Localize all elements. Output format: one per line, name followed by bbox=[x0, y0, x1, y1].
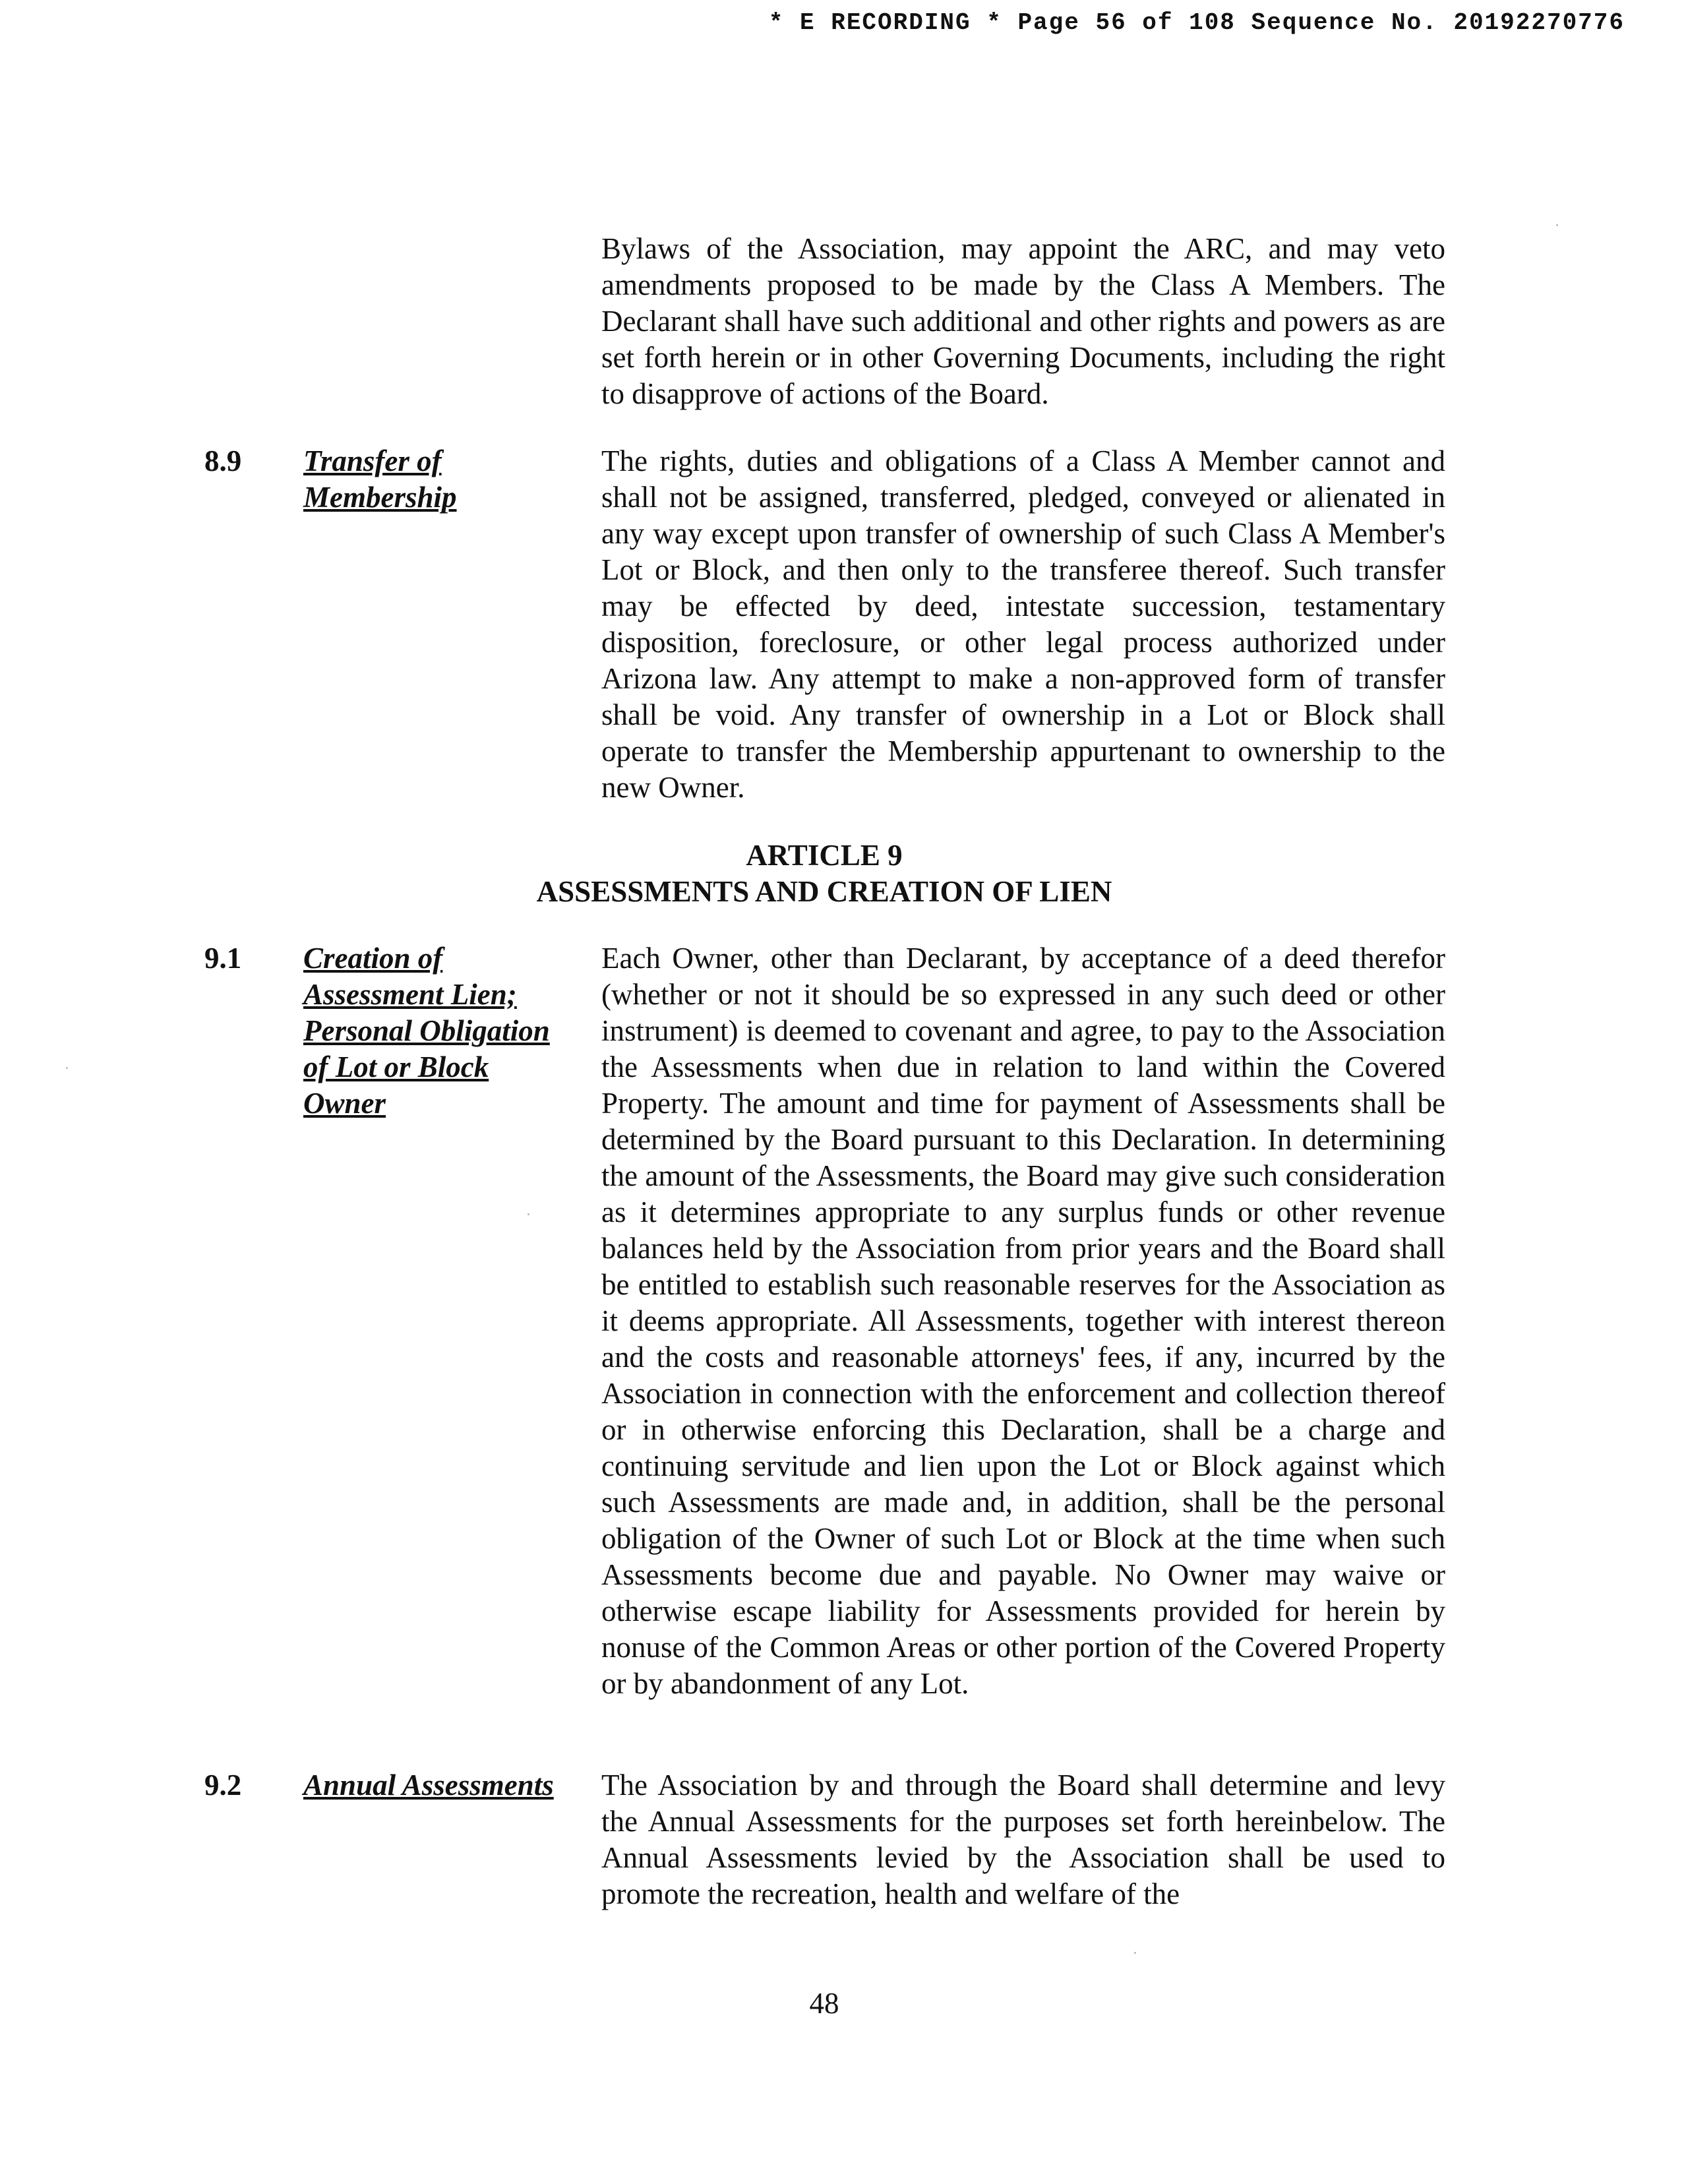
recording-stamp: * E RECORDING * Page 56 of 108 Sequence No. 20192270776 bbox=[768, 9, 1625, 36]
scan-speck bbox=[66, 1067, 68, 1069]
scan-speck bbox=[528, 1213, 529, 1215]
page-number: 48 bbox=[809, 1987, 839, 2020]
section-title-9-1-line2: Assessment Lien; bbox=[303, 978, 517, 1011]
section-title-9-1-line5: Owner bbox=[303, 1087, 386, 1120]
section-text-8-9: The rights, duties and obligations of a Class A Member cannot and shall not be assigned, transferred, pledged, conveyed or alienated in any way except upon transfer of ownership of such Class A Member's Lot or Block, and then only to the transferee thereof. Such transfer may be effected by deed, intestate succession, testamentary disposition, foreclosure, or other legal process authorized under Arizona law. Any attempt to make a non-approved form of transfer shall be void. Any transfer of ownership in a Lot or Block shall operate to transfer the Membership appurtenant to ownership to the new Owner. bbox=[601, 444, 1445, 804]
section-title-9-2: Annual Assessments bbox=[303, 1769, 554, 1802]
section-number-9-2: 9.2 bbox=[204, 1769, 242, 1802]
section-number-9-1: 9.1 bbox=[204, 942, 242, 975]
section-title-8-9-line2: Membership bbox=[303, 481, 457, 514]
section-title-9-1-line4: of Lot or Block bbox=[303, 1050, 489, 1083]
section-number-8-9: 8.9 bbox=[204, 444, 242, 477]
section-title-9-1 bbox=[303, 940, 587, 1122]
section-title-8-9 bbox=[303, 443, 587, 516]
section-text-9-1: Each Owner, other than Declarant, by acceptance of a deed therefor (whether or not it should be so expressed in any such deed or other instrument) is deemed to covenant and agree, to pay to the Association the Assessments when due in relation to land within the Covered Property. The amount and time for payment of Assessments shall be determined by the Board pursuant to this Declaration. In determining the amount of the Assessments, the Board may give such consideration as it determines appropriate to any surplus funds or other revenue balances held by the Association from prior years and the Board shall be entitled to establish such reasonable reserves for the Association as it deems appropriate. All Assessments, together with interest thereon and the costs and reasonable attorneys' fees, if any, incurred by the Association in connection with the enforcement and collection thereof or in otherwise enforcing this Declaration, shall be a charge and continuing servitude and lien upon the Lot or Block against which such Assessments are made and, in addition, shall be the personal obligation of the Owner of such Lot or Block at the time when such Assessments become due and payable. No Owner may waive or otherwise escape liability for Assessments provided for herein by nonuse of the Common Areas or other portion of the Covered Property or by abandonment of any Lot. bbox=[601, 942, 1445, 1700]
scan-speck bbox=[1556, 224, 1558, 226]
article-number: ARTICLE 9 bbox=[746, 839, 903, 872]
section-title-9-1-line1: Creation of bbox=[303, 942, 443, 975]
section-text-9-2: The Association by and through the Board shall determine and levy the Annual Assessments for the purposes set forth hereinbelow. The Annual Assessments levied by the Association shall be used to promote the recreation, health and welfare of the bbox=[601, 1769, 1445, 1910]
section-title-9-1-line3: Personal Obligation bbox=[303, 1014, 550, 1047]
article-title: ASSESSMENTS AND CREATION OF LIEN bbox=[536, 875, 1112, 908]
scan-speck bbox=[1134, 1952, 1136, 1954]
section-title-8-9-line1: Transfer of bbox=[303, 444, 442, 477]
continuation-paragraph: Bylaws of the Association, may appoint the ARC, and may veto amendments proposed to be made by the Class A Members. The Declarant shall have such additional and other rights and powers as are set forth herein or in other Governing Documents, including the right to disapprove of actions of the Board. bbox=[601, 232, 1445, 410]
